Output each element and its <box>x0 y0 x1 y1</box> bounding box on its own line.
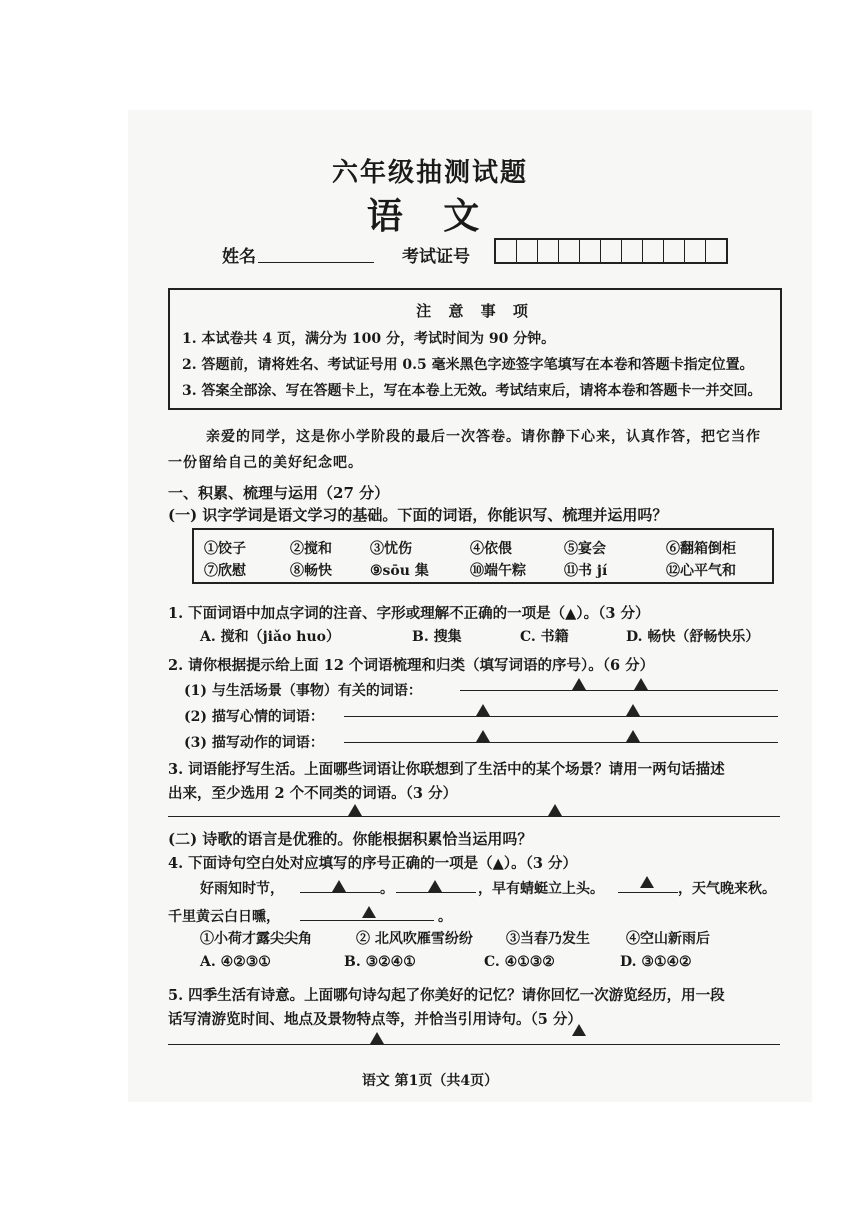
answer-marker-icon <box>476 704 490 716</box>
part1-heading: 一、积累、梳理与运用（27 分） <box>168 484 390 502</box>
answer-marker-icon <box>476 730 490 742</box>
question-3-line2: 出来，至少选用 2 个不同类的词语。（3 分） <box>168 785 458 802</box>
answer-marker-icon <box>572 678 586 690</box>
answer-marker-icon <box>332 880 346 892</box>
poem-line-1c: ，天气晚来秋。 <box>678 881 776 897</box>
word-item: ⑤宴会 <box>564 541 606 557</box>
q1-option-b: B. 搜集 <box>412 629 462 645</box>
answer-line[interactable] <box>168 1044 780 1045</box>
question-2: 2. 请你根据提示给上面 12 个词语梳理和归类（填写词语的序号）。（6 分） <box>168 657 655 674</box>
word-item: ②搅和 <box>290 541 332 557</box>
notice-item: 1. 本试卷共 4 页，满分为 100 分，考试时间为 90 分钟。 <box>182 331 556 347</box>
word-item: ①饺子 <box>204 541 246 557</box>
intro-line1: 亲爱的同学，这是你小学阶段的最后一次答卷。请你静下心来，认真作答，把它当作 <box>206 429 761 445</box>
word-item: ③忧伤 <box>370 541 412 557</box>
name-label: 姓名 <box>222 247 256 267</box>
q4-choice-1: ①小荷才露尖尖角 <box>200 931 312 947</box>
page-footer: 语文 第1页（共4页） <box>361 1073 499 1089</box>
word-item: ⑩端午粽 <box>470 563 526 579</box>
notice-item: 3. 答案全部涂、写在答题卡上，写在本卷上无效。考试结束后，请将本卷和答题卡一并交回。 <box>182 383 762 399</box>
answer-marker-icon <box>370 1032 384 1044</box>
answer-line[interactable] <box>344 742 778 743</box>
subsection-2-heading: (二) 诗歌的语言是优雅的。你能根据积累恰当运用吗？ <box>168 830 533 848</box>
word-item: ⑥翻箱倒柜 <box>666 541 736 557</box>
question-5-line1: 5. 四季生活有诗意。上面哪句诗勾起了你美好的记忆？请你回忆一次游览经历，用一段 <box>168 987 725 1004</box>
answer-marker-icon <box>626 730 640 742</box>
q4-choice-3: ③当春乃发生 <box>506 931 590 947</box>
q1-option-d: D. 畅快（舒畅快乐） <box>626 629 760 645</box>
intro-line2: 一份留给自己的美好纪念吧。 <box>168 455 363 471</box>
notice-item: 2. 答题前，请将姓名、考试证号用 0.5 毫米黑色字迹签字笔填写在本卷和答题卡指定位置。 <box>182 357 754 373</box>
subject-title: 语 文 <box>366 195 494 237</box>
poem-blank[interactable] <box>300 920 434 921</box>
answer-marker-icon <box>548 804 562 816</box>
answer-line[interactable] <box>460 690 778 691</box>
poem-line-2a: 千里黄云白日曛， <box>168 909 280 925</box>
exam-no-boxes[interactable] <box>494 238 728 264</box>
q4-option-d: D. ③①④② <box>620 954 692 970</box>
poem-blank[interactable] <box>300 892 380 893</box>
poem-separator: 。 <box>380 881 394 897</box>
answer-marker-icon <box>640 876 654 888</box>
q4-option-a: A. ④②③① <box>200 954 271 970</box>
q4-choice-4: ④空山新雨后 <box>626 931 710 947</box>
q2-item-2: (2) 描写心情的词语： <box>184 709 324 725</box>
q4-option-b: B. ③②④① <box>344 954 416 970</box>
poem-line-1a: 好雨知时节， <box>200 881 284 897</box>
poem-blank[interactable] <box>396 892 476 893</box>
answer-marker-icon <box>428 880 442 892</box>
poem-blank[interactable] <box>618 892 678 893</box>
q1-option-c: C. 书籍 <box>520 629 569 645</box>
q2-item-3: (3) 描写动作的词语： <box>184 735 324 751</box>
exam-title: 六年级抽测试题 <box>331 158 528 188</box>
subsection-1-heading: (一) 识字学词是语文学习的基础。下面的词语，你能识写、梳理并运用吗？ <box>168 506 668 524</box>
word-item: ⑨sōu 集 <box>370 563 429 579</box>
word-item: ⑧畅快 <box>290 563 332 579</box>
answer-marker-icon <box>348 804 362 816</box>
word-item: ⑪书 jí <box>564 563 608 579</box>
word-item: ⑦欣慰 <box>204 563 246 579</box>
q2-item-1: (1) 与生活场景（事物）有关的词语： <box>184 683 422 699</box>
answer-marker-icon <box>634 678 648 690</box>
name-field[interactable] <box>258 262 374 263</box>
q1-option-a: A. 搅和（jiǎo huo） <box>200 629 340 645</box>
exam-no-label: 考试证号 <box>402 247 470 267</box>
question-1: 1. 下面词语中加点字词的注音、字形或理解不正确的一项是（▲）。（3 分） <box>168 605 650 622</box>
answer-marker-icon <box>626 704 640 716</box>
q4-option-c: C. ④①③② <box>484 954 555 970</box>
notice-title: 注 意 事 项 <box>416 302 534 320</box>
poem-line-1b: ，早有蜻蜓立上头。 <box>478 881 604 897</box>
word-item: ④依偎 <box>470 541 512 557</box>
poem-line-2-end: 。 <box>438 909 452 925</box>
question-3-line1: 3. 词语能抒写生活。上面哪些词语让你联想到了生活中的某个场景？请用一两句话描述 <box>168 761 725 778</box>
answer-line[interactable] <box>168 816 780 817</box>
answer-marker-icon <box>572 1024 586 1036</box>
word-list-box <box>192 528 774 584</box>
word-item: ⑫心平气和 <box>666 563 736 579</box>
notice-box <box>168 288 782 410</box>
answer-line[interactable] <box>344 716 778 717</box>
question-4: 4. 下面诗句空白处对应填写的序号正确的一项是（▲）。（3 分） <box>168 855 577 872</box>
q4-choice-2: ② 北风吹雁雪纷纷 <box>356 931 473 947</box>
answer-marker-icon <box>362 906 376 918</box>
question-5-line2: 话写清游览时间、地点及景物特点等，并恰当引用诗句。（5 分） <box>168 1011 582 1028</box>
